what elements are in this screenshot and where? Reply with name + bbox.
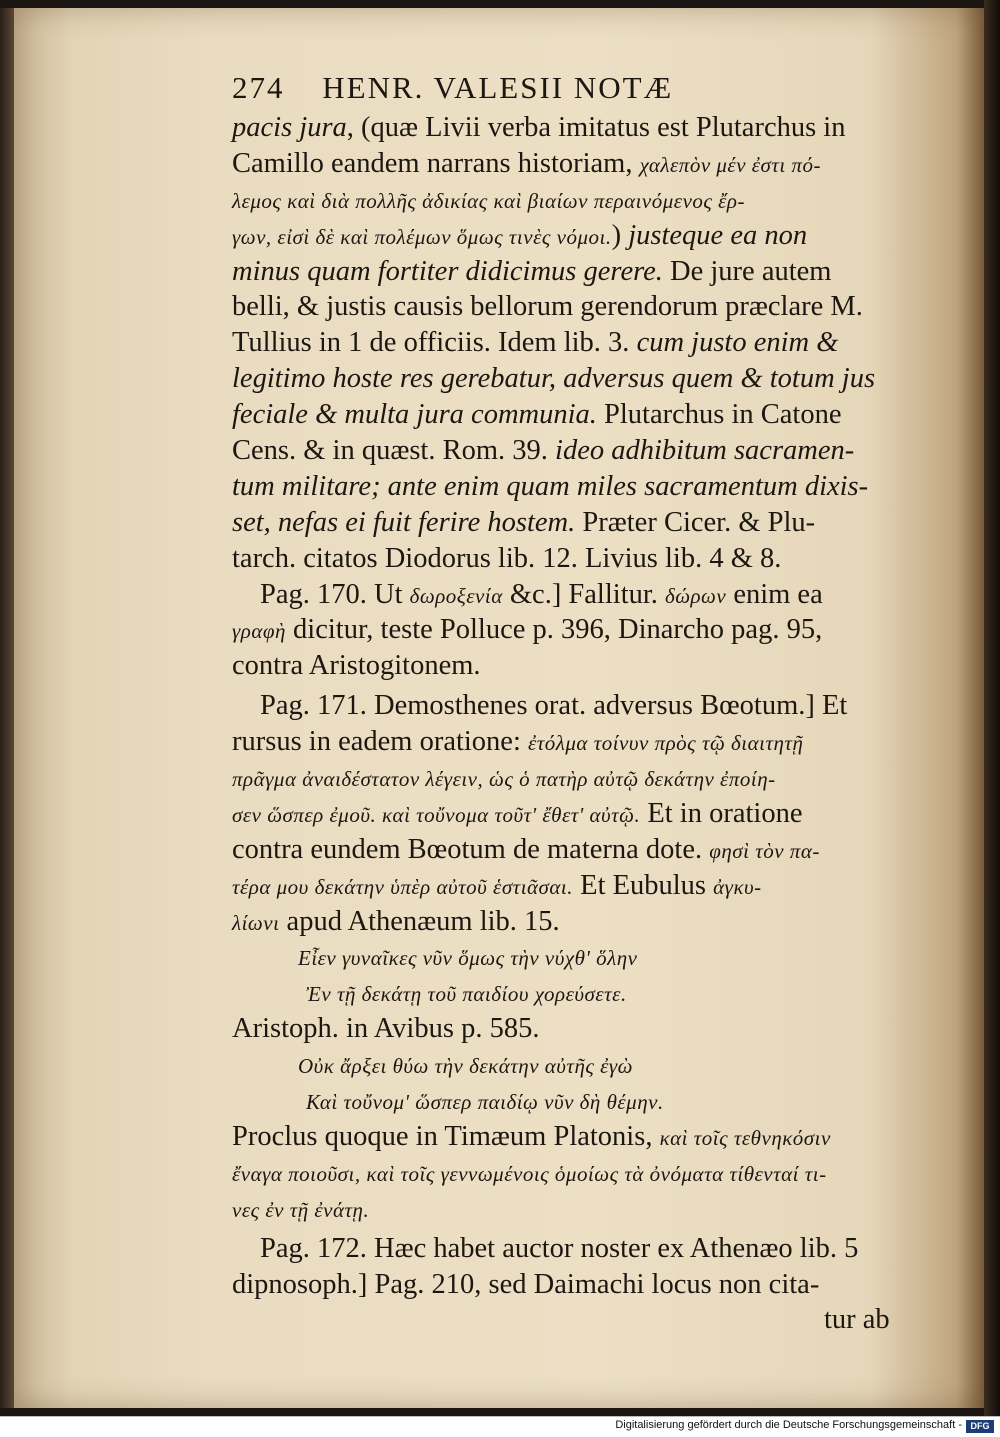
italic-text: legitimo hoste res gerebatur, adversus quem & totum jus [232,363,876,395]
latin-text: &c.] Fallitur. [502,578,666,610]
greek-text: τέρα μου δεκάτην ὑπὲρ αὐτοῦ ἑστιᾶσαι. [232,874,574,899]
latin-text: Pag. 171. Demosthenes orat. adversus Bœotum.] Et [260,690,848,722]
latin-text: dicitur, teste Polluce p. 396, Dinarcho pag. 95, [285,614,823,646]
text-line [232,1083,932,1119]
greek-text: νες ἐν τῇ ἐνάτῃ. [232,1197,370,1222]
text-line [232,433,932,469]
greek-text: πρᾶγμα ἀναιδέστατον λέγειν, ὡς ὁ πατὴρ αὐτῷ δεκάτην ἐποίη- [232,767,776,792]
greek-text: ἐτόλμα τοίνυν πρὸς τῷ διαιτητῇ [528,731,804,756]
latin-text: enim ea [726,578,823,610]
latin-text: tur ab [824,1304,890,1336]
text-line [232,688,932,724]
latin-text: Tullius in 1 de officiis. Idem lib. 3. [232,327,637,359]
text-line [232,868,932,904]
latin-text: apud Athenæum lib. 15. [279,905,560,937]
book-edge-left [0,8,14,1408]
text-line [232,1302,932,1338]
latin-text: Et in oratione [640,797,803,829]
latin-text: rursus in eadem oratione: [232,726,528,758]
book-edge-right [984,0,1000,1416]
greek-text: σεν ὥσπερ ἐμοῦ. καὶ τοὔνομα τοῦτ' ἔθετ' αὐτῷ. [232,802,641,827]
page-text [232,66,932,1338]
latin-text: , (quæ Livii verba imitatus est Plutarchus in [346,112,846,143]
text-line [232,397,932,433]
italic-text: cum justo enim & [636,327,839,359]
text-line [232,505,932,541]
text-line [232,724,932,760]
text-line [232,110,932,146]
latin-text: contra eundem Bœotum de materna dote. [232,833,710,865]
italic-text: ideo adhibitum sacramen- [555,435,855,467]
text-line [232,1155,932,1191]
greek-text: Οὐκ ἄρξει θύω τὴν δεκάτην αὐτῆς ἐγὼ [298,1054,634,1079]
text-line [232,796,932,832]
latin-text: contra Aristogitonem. [232,650,481,682]
text-line [232,1047,932,1083]
latin-text: belli, & justis causis bellorum gerendorum præclare M. [232,291,863,323]
greek-text: Καὶ τοὔνομ' ὥσπερ παιδίῳ νῦν δὴ θέμην. [306,1090,664,1115]
text-line [232,1119,932,1155]
latin-text: ) [611,219,629,251]
greek-text: χαλεπὸν μέν ἐστι πό- [639,152,822,177]
text-line [232,832,932,868]
latin-text: dipnosoph.] Pag. 210, sed Daimachi locus non cita- [232,1268,820,1300]
text-line [232,218,932,254]
greek-text: γων, εἰσὶ δὲ καὶ πολέμων ὅμως τινὲς νόμοι. [232,224,612,249]
greek-text: καὶ τοῖς τεθνηκόσιν [659,1125,831,1150]
latin-text: Proclus quoque in Timæum Platonis, [232,1120,660,1152]
text-line [232,1011,932,1047]
text-line [232,577,932,613]
text-line [232,1267,932,1303]
latin-text: tarch. citatos Diodorus lib. 12. Livius lib. 4 & 8. [232,542,782,574]
italic-text: justeque ea non [628,219,808,251]
latin-text: Et Eubulus [573,869,714,901]
greek-text: δώρων [665,583,727,608]
text-line [232,939,932,975]
running-title: HENR. VALESII NOTÆ [322,70,674,105]
body-text [232,110,932,1338]
text-line [232,289,932,325]
latin-text: Pag. 172. Hæc habet auctor noster ex Athenæo lib. 5 [260,1232,859,1264]
funding-notice: Digitalisierung gefördert durch die Deutsche Forschungsgemeinschaft - [615,1419,962,1431]
text-line [232,361,932,397]
page-number: 274 [232,70,285,105]
text-line [232,760,932,796]
italic-text: set, nefas ei fuit ferire hostem. [232,506,576,538]
dfg-logo-icon: DFG [966,1420,994,1433]
italic-text: pacis jura [232,112,347,143]
text-line [232,975,932,1011]
greek-text: γραφὴ [232,619,286,644]
latin-text: Aristoph. in Avibus p. 585. [232,1013,540,1045]
greek-text: Εἶεν γυναῖκες νῦν ὅμως τὴν νύχθ' ὅλην [298,946,638,971]
text-line [232,904,932,940]
italic-text: minus quam fortiter didicimus gerere. [232,255,663,287]
greek-text: δωροξενία [409,583,503,608]
greek-text: ἀγκυ- [713,874,762,899]
text-line [232,182,932,218]
italic-text: tum militare; ante enim quam miles sacramentum dixis- [232,470,869,502]
greek-text: λίωνι [232,910,280,935]
greek-text: λεμος καὶ διὰ πολλῆς ἀδικίας καὶ βιαίων περαινόμενος ἔρ- [232,188,746,213]
greek-text: φησὶ τὸν πα- [709,838,820,863]
text-line [232,612,932,648]
text-line [232,1231,932,1267]
latin-text: Pag. 170. Ut [260,578,410,610]
greek-text: ἔναγα ποιοῦσι, καὶ τοῖς γεννωμένοις ὁμοίως τὰ ὀνόματα τίθενταί τι- [232,1161,827,1186]
text-line [232,146,932,182]
footer-bar [0,1416,1000,1437]
text-line [232,469,932,505]
greek-text: Ἐν τῇ δεκάτῃ τοῦ παιδίου χορεύσετε. [306,982,627,1007]
text-line [232,254,932,290]
latin-text: Cens. & in quæst. Rom. 39. [232,435,556,467]
latin-text: Præter Cicer. & Plu- [575,506,816,538]
running-header [232,66,932,110]
text-line [232,1191,932,1227]
text-line [232,541,932,577]
text-line [232,648,932,684]
latin-text: Plutarchus in Catone [596,399,842,431]
text-line [232,325,932,361]
italic-text: feciale & multa jura communia. [232,399,597,431]
latin-text: Camillo eandem narrans historiam, [232,147,640,179]
latin-text: De jure autem [662,255,832,287]
